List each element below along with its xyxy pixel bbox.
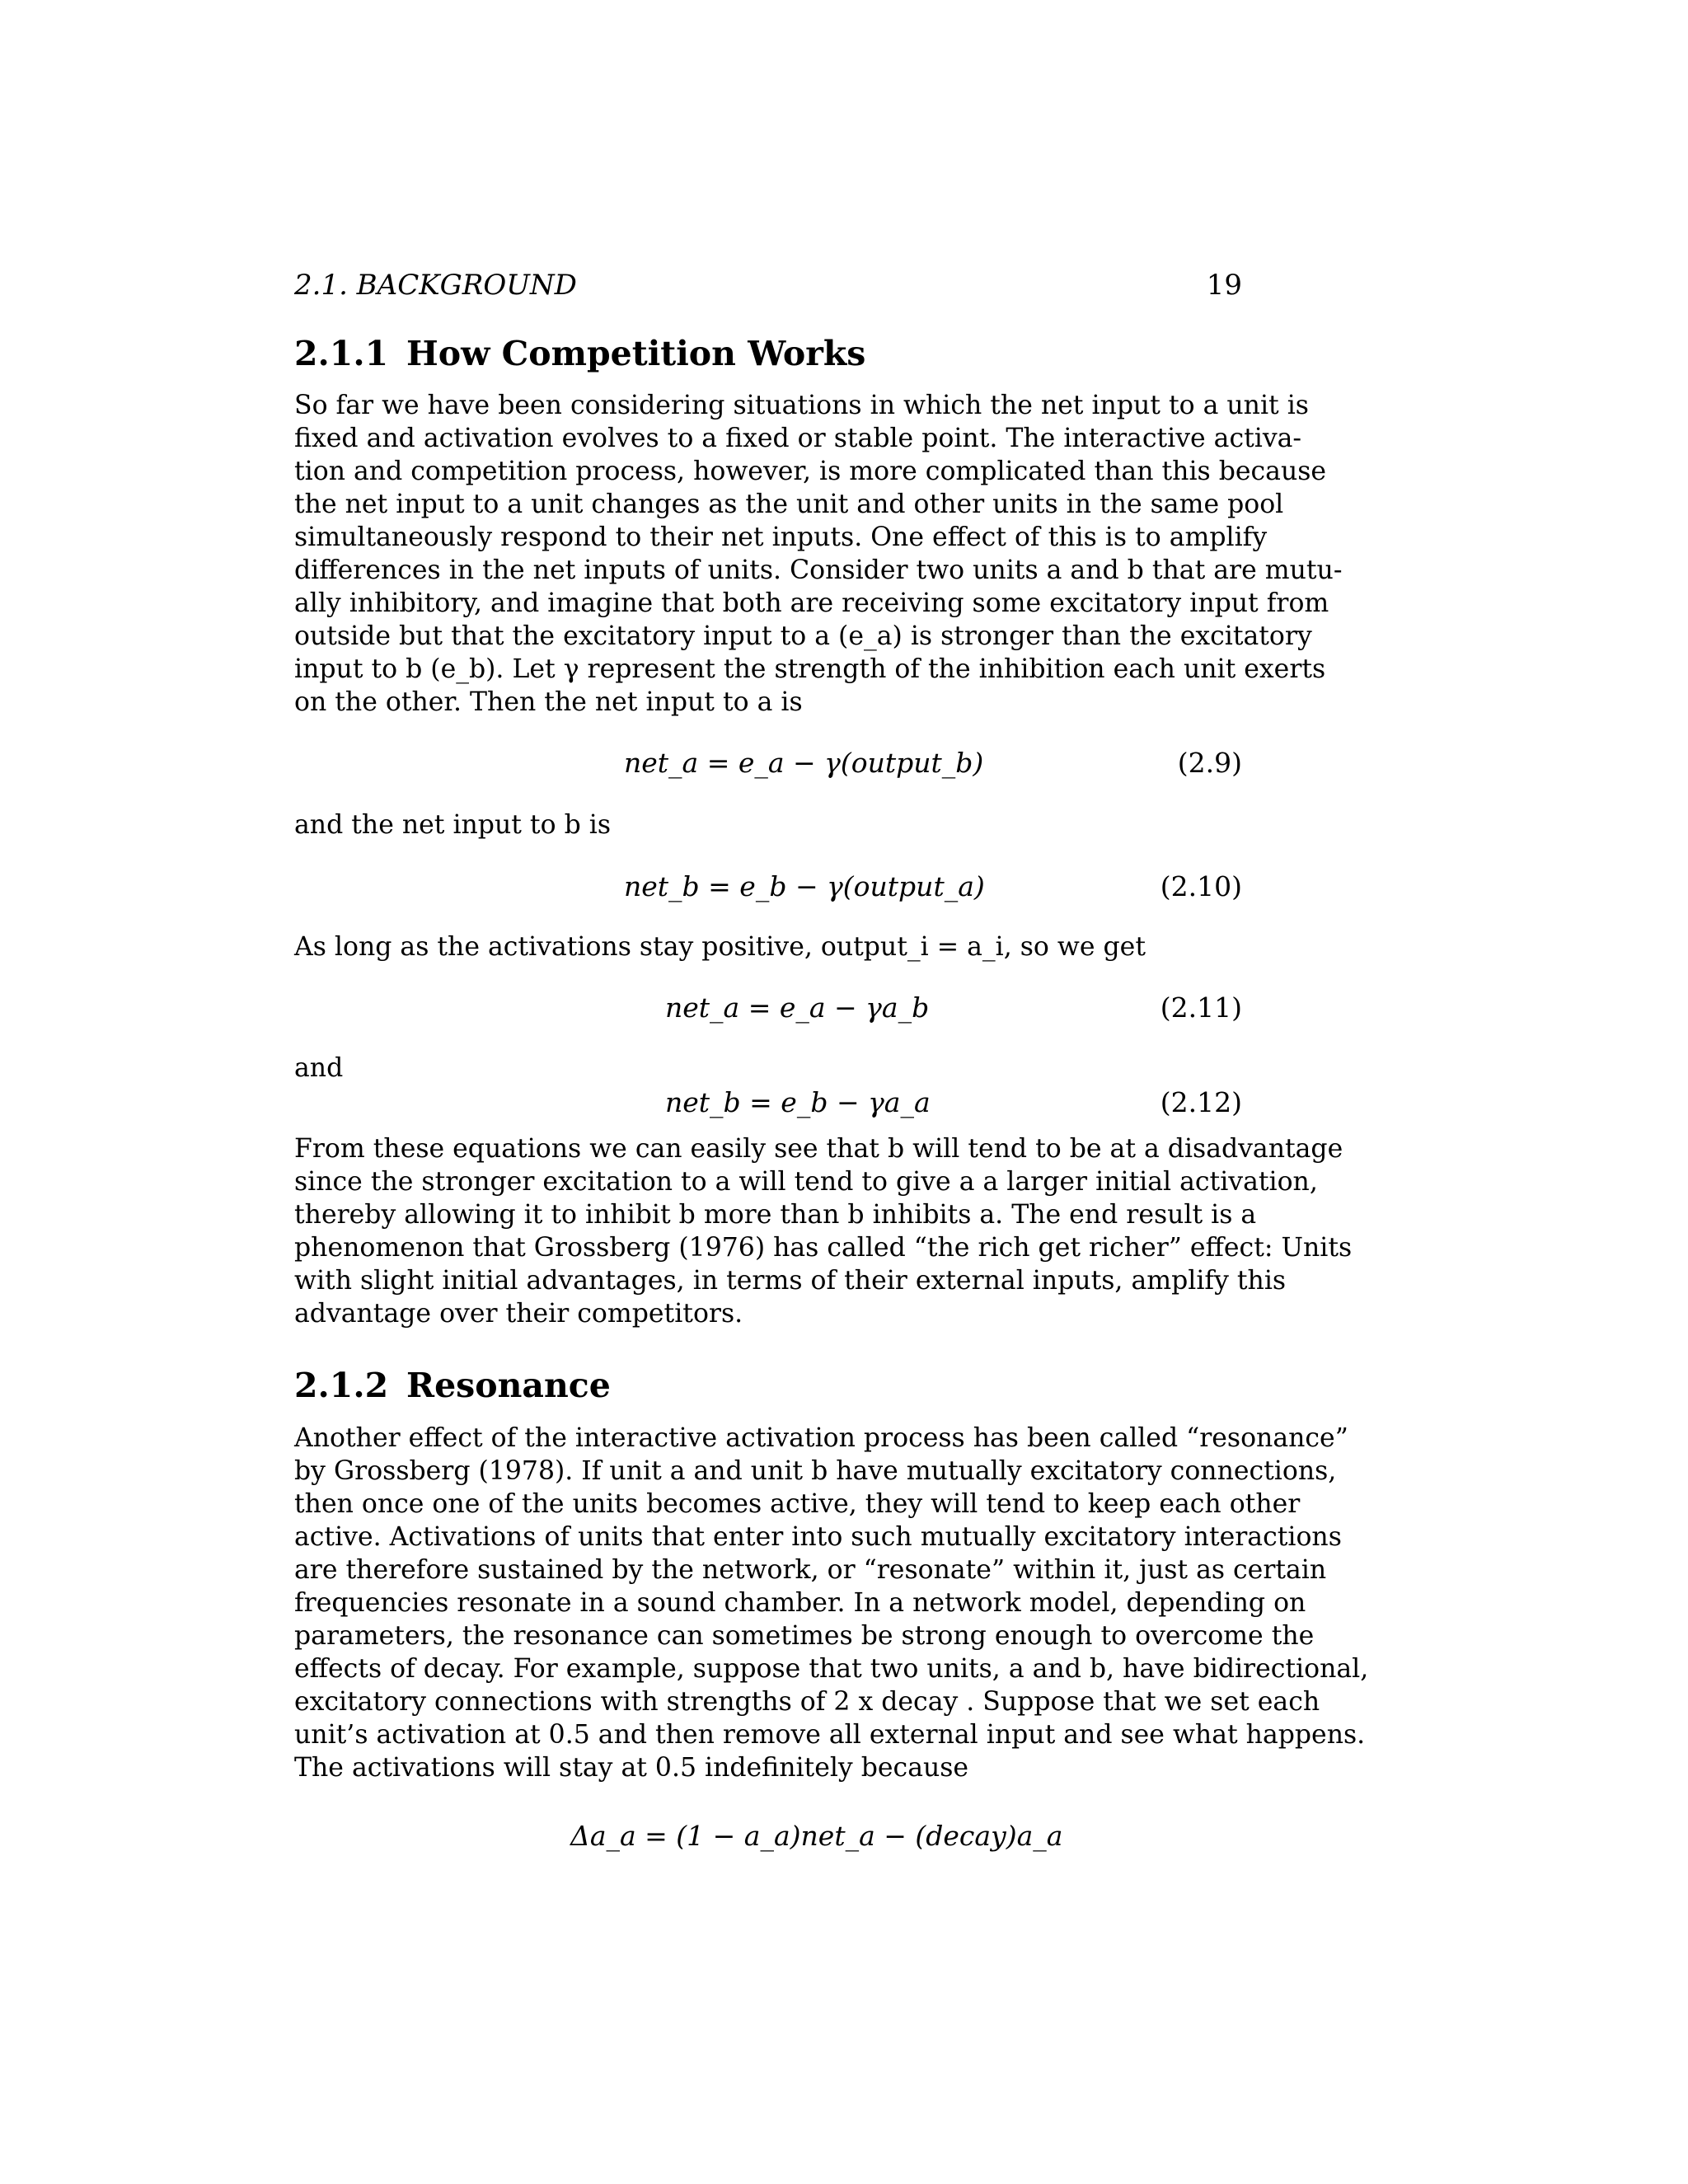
text-line: frequencies resonate in a sound chamber. In a network model, depending on [294,1588,1306,1618]
text-line: Another effect of the interactive activation process has been called “resonance” [294,1423,1348,1453]
text-line: From these equations we can easily see that b will tend to be at a disadvantage [294,1134,1343,1164]
section-number: 2.1.1 [294,334,389,373]
equation-body: net_a = e_a − γa_b [665,991,930,1024]
equation-2-12 [294,1085,1242,1121]
equation-2-10 [294,869,1242,905]
text-line: advantage over their competitors. [294,1299,743,1329]
equation-body: net_a = e_a − γ(output_b) [624,747,984,779]
section-heading-2-1-1 [294,333,865,374]
text-line: are therefore sustained by the network, or “resonate” within it, just as certain [294,1555,1327,1585]
equation-delta-activation [294,1818,1242,1854]
text-line: then once one of the units becomes active, they will tend to keep each other [294,1489,1301,1519]
text-line: parameters, the resonance can sometimes be strong enough to overcome the [294,1621,1315,1651]
equation-2-9 [294,745,1242,781]
text-line: input to b (e_b). Let γ represent the strength of the inhibition each unit exerts [294,654,1326,684]
text-line: since the stronger excitation to a will tend to give a a larger initial activation, [294,1167,1318,1197]
paragraph-between [294,808,1242,841]
text-line: the net input to a unit changes as the unit and other units in the same pool [294,490,1284,519]
equation-number: (2.10) [1160,870,1242,902]
text-line: active. Activations of units that enter into such mutually excitatory interactions [294,1522,1342,1552]
section-number: 2.1.2 [294,1366,389,1405]
text-line: thereby allowing it to inhibit b more than b inhibits a. The end result is a [294,1200,1257,1230]
paragraph-resonance [294,1422,1369,1784]
page-number: 19 [1206,269,1242,302]
paragraph-between [294,1052,1242,1085]
equation-body: Δa_a = (1 − a_a)net_a − (decay)a_a [570,1820,1063,1852]
text-line: on the other. Then the net input to a is [294,687,803,717]
text-line: excitatory connections with strengths of 2 x decay . Suppose that we set each [294,1687,1320,1717]
running-header [294,266,1242,304]
text-line: simultaneously respond to their net inputs. One effect of this is to amplify [294,523,1268,552]
paragraph-rich-get-richer [294,1132,1353,1330]
text-line: phenomenon that Grossberg (1976) has called “the rich get richer” effect: Units [294,1233,1353,1263]
running-title: 2.1. BACKGROUND [294,269,577,302]
text-line: As long as the activations stay positive, output_i = a_i, so we get [294,932,1146,962]
text-line: differences in the net inputs of units. Consider two units a and b that are mutu- [294,555,1343,585]
text-line: outside but that the excitatory input to a (e_a) is stronger than the excitatory [294,621,1312,651]
equation-number: (2.11) [1160,991,1242,1024]
text-line: and the net input to b is [294,810,611,840]
equation-2-11 [294,990,1242,1026]
section-title: Resonance [406,1366,611,1405]
text-line: effects of decay. For example, suppose that two units, a and b, have bidirectional, [294,1654,1369,1684]
text-line: ally inhibitory, and imagine that both are receiving some excitatory input from [294,588,1329,618]
paragraph-between [294,930,1242,963]
text-line: So far we have been considering situations in which the net input to a unit is [294,391,1309,420]
section-heading-2-1-2 [294,1365,611,1406]
text-line: by Grossberg (1978). If unit a and unit b have mutually excitatory connections, [294,1456,1337,1486]
text-line: unit’s activation at 0.5 and then remove all external input and see what happens. [294,1720,1366,1750]
text-line: and [294,1053,344,1083]
text-line: tion and competition process, however, is more complicated than this because [294,457,1327,486]
equation-body: net_b = e_b − γa_a [665,1086,931,1118]
equation-number: (2.12) [1160,1086,1242,1118]
paragraph-competition-intro [294,389,1343,719]
text-line: The activations will stay at 0.5 indefinitely because [294,1753,969,1783]
equation-body: net_b = e_b − γ(output_a) [624,870,985,902]
equation-number: (2.9) [1177,747,1242,779]
section-title: How Competition Works [406,334,866,373]
text-line: with slight initial advantages, in terms of their external inputs, amplify this [294,1266,1287,1296]
text-line: fixed and activation evolves to a fixed or stable point. The interactive activa- [294,424,1302,453]
